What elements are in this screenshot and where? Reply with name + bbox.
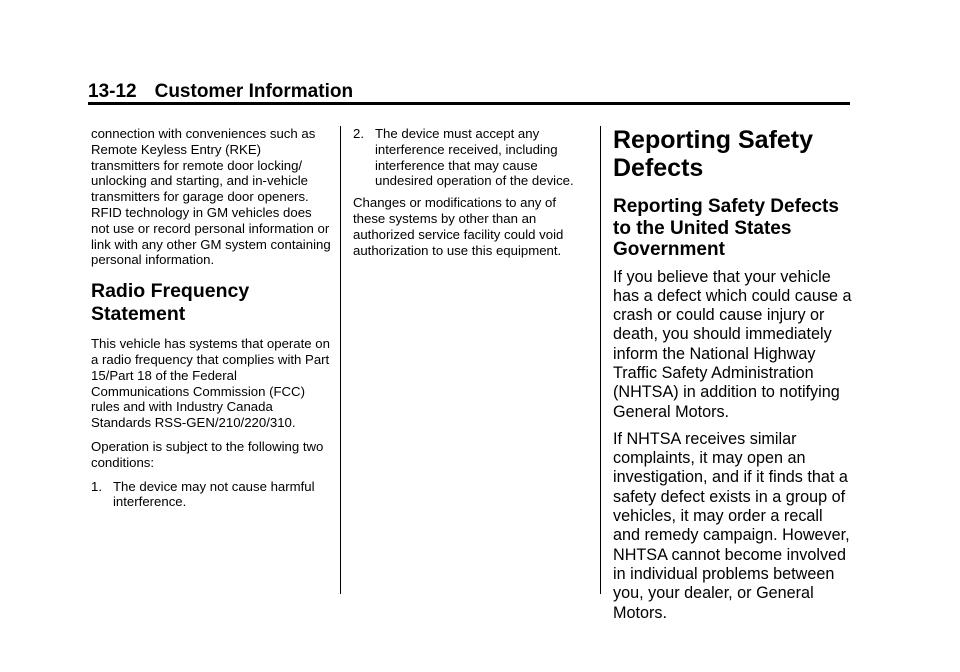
column-divider-left [340, 126, 341, 594]
radio-frequency-heading: Radio Frequency Statement [91, 280, 250, 326]
header-rule [88, 102, 850, 105]
list-item [91, 479, 331, 511]
conditions-paragraph: Operation is subject to the following two conditions: [91, 438, 324, 470]
modifications-paragraph: Changes or modifications to any of these systems by other than an authorized service facility could void authorization to use this equipment. [353, 195, 564, 258]
list-item-number: 2. [353, 126, 364, 141]
reporting-safety-defects-heading: Reporting Safety Defects [613, 126, 814, 182]
column-left [91, 126, 331, 516]
page-number: 13-12 [88, 81, 137, 102]
nhtsa-inform-paragraph: If you believe that your vehicle has a defect which could cause a crash or could cause injury or death, you should immediately inform the National Highway Traffic Safety Administration (NHTSA) in addition to notifying General Motors. [613, 267, 852, 421]
column-divider-right [600, 126, 601, 594]
list-item [353, 126, 585, 189]
column-middle [353, 126, 585, 266]
us-government-subheading: Reporting Safety Defects to the United States Government [613, 196, 839, 260]
section-title: Customer Information [154, 81, 354, 102]
rfid-continuation-paragraph: connection with conveniences such as Remote Keyless Entry (RKE) transmitters for remote door locking/ unlocking and starting, and in-vehicle transmitters for garage door openers. RFID technology in GM vehicles does not use or record personal information or link with any other GM system containing personal information. [91, 126, 331, 268]
list-item-text: The device may not cause harmful interference. [113, 478, 315, 510]
list-item-text: The device must accept any interference received, including interference that may cause undesired operation of the device. [375, 126, 574, 189]
fcc-compliance-paragraph: This vehicle has systems that operate on a radio frequency that complies with Part 15/Part 18 of the Federal Communications Commission (FCC) rules and with Industry Canada Standards RSS-GEN/210/220/310. [91, 336, 330, 431]
column-right [613, 126, 853, 631]
list-item-number: 1. [91, 478, 102, 494]
page-header [88, 80, 353, 104]
nhtsa-investigation-paragraph: If NHTSA receives similar complaints, it may open an investigation, and if it finds that a safety defect exists in a group of vehicles, it may order a recall and remedy campaign. However, NHTSA cannot become involved in individual problems between you, your dealer, or General Motors. [613, 429, 850, 622]
